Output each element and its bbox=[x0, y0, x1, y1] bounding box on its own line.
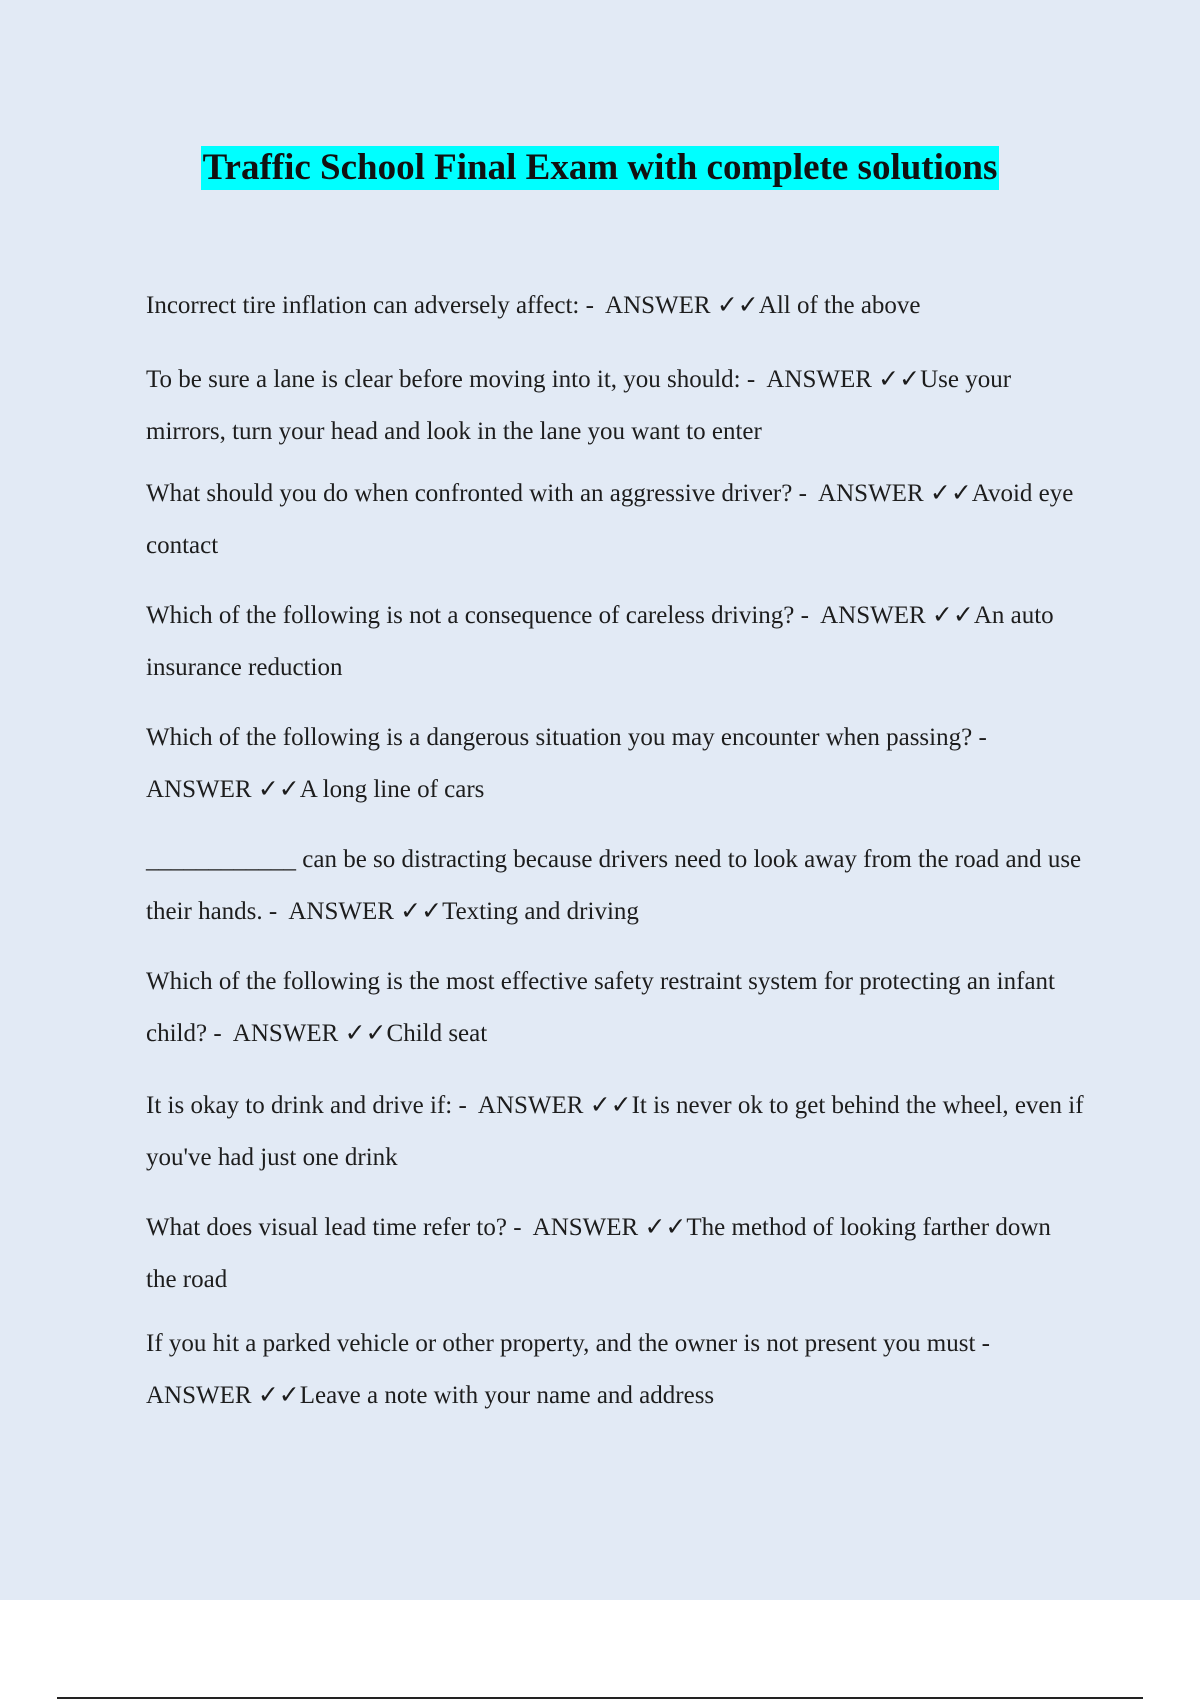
qa-item-10 bbox=[146, 1318, 1086, 1422]
footer-divider bbox=[57, 1697, 1143, 1699]
answer-text: Texting and driving bbox=[442, 898, 639, 925]
answer-label: ANSWER bbox=[815, 602, 932, 629]
answer-text: Avoid eye contact bbox=[146, 480, 1080, 559]
answer-label: ANSWER bbox=[146, 1330, 1002, 1409]
question-text: Incorrect tire inflation can adversely affect: - bbox=[146, 292, 601, 319]
qa-item-6 bbox=[146, 834, 1086, 938]
double-check-icon: ✓✓ bbox=[344, 1020, 387, 1047]
double-check-icon: ✓✓ bbox=[878, 366, 921, 393]
qa-item-3 bbox=[146, 468, 1086, 572]
answer-text: All of the above bbox=[758, 292, 921, 319]
double-check-icon: ✓✓ bbox=[716, 292, 759, 319]
answer-label: ANSWER bbox=[600, 292, 717, 319]
double-check-icon: ✓✓ bbox=[929, 480, 972, 507]
answer-text: It is never ok to get behind the wheel, even if you've had just one drink bbox=[146, 1092, 1090, 1171]
question-text: To be sure a lane is clear before moving into it, you should: - bbox=[146, 366, 762, 393]
qa-item-7 bbox=[146, 956, 1086, 1060]
answer-label: ANSWER bbox=[761, 366, 879, 393]
answer-label: ANSWER bbox=[527, 1214, 645, 1241]
question-text: It is okay to drink and drive if: - bbox=[146, 1092, 474, 1119]
answer-label: ANSWER bbox=[227, 1020, 345, 1047]
question-text: Which of the following is not a consequence of careless driving? - bbox=[146, 602, 816, 629]
qa-item-8 bbox=[146, 1080, 1090, 1184]
qa-item-5 bbox=[146, 712, 1086, 816]
double-check-icon: ✓✓ bbox=[257, 1382, 300, 1409]
double-check-icon: ✓✓ bbox=[931, 602, 974, 629]
answer-text: Use your mirrors, turn your head and look in the lane you want to enter bbox=[146, 366, 1018, 445]
document-title: Traffic School Final Exam with complete solutions bbox=[202, 147, 998, 188]
question-text: What does visual lead time refer to? - bbox=[146, 1214, 528, 1241]
qa-item-4 bbox=[146, 590, 1086, 694]
answer-text: Child seat bbox=[386, 1020, 488, 1047]
answer-text: A long line of cars bbox=[299, 776, 485, 803]
answer-label: ANSWER bbox=[473, 1092, 590, 1119]
answer-label: ANSWER bbox=[146, 724, 998, 803]
question-text: Which of the following is a dangerous situation you may encounter when passing? - bbox=[146, 724, 994, 751]
answer-label: ANSWER bbox=[813, 480, 930, 507]
title-container bbox=[0, 146, 1200, 190]
double-check-icon: ✓✓ bbox=[257, 776, 300, 803]
question-text: What should you do when confronted with an aggressive driver? - bbox=[146, 480, 814, 507]
question-text: Which of the following is the most effective safety restraint system for protecting an infant child? - bbox=[146, 968, 1062, 1047]
qa-item-1 bbox=[146, 280, 1086, 332]
answer-text: The method of looking farther down the road bbox=[146, 1214, 1058, 1293]
answer-text: An auto insurance reduction bbox=[146, 602, 1060, 681]
double-check-icon: ✓✓ bbox=[589, 1092, 632, 1119]
question-text: ____________ can be so distracting because drivers need to look away from the road and use their hands. - bbox=[146, 846, 1088, 925]
qa-item-9 bbox=[146, 1202, 1086, 1306]
qa-item-2 bbox=[146, 354, 1086, 458]
double-check-icon: ✓✓ bbox=[400, 898, 443, 925]
double-check-icon: ✓✓ bbox=[644, 1214, 687, 1241]
answer-label: ANSWER bbox=[283, 898, 401, 925]
answer-text: Leave a note with your name and address bbox=[299, 1382, 715, 1409]
question-text: If you hit a parked vehicle or other property, and the owner is not present you must - bbox=[146, 1330, 997, 1357]
